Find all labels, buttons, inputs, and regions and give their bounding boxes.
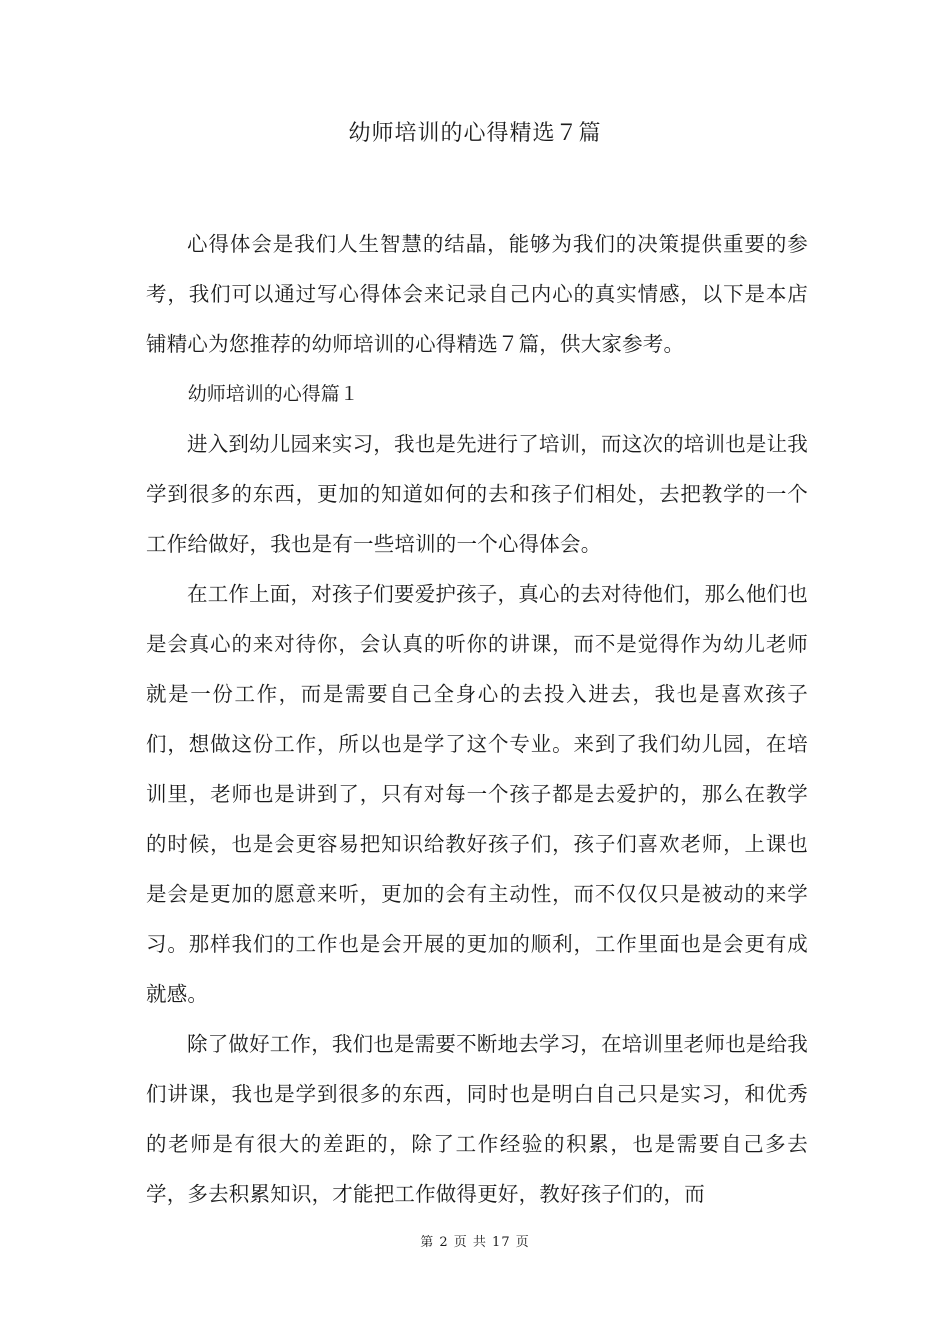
page-number-footer: 第 2 页 共 17 页 [420, 1235, 530, 1250]
document-body [146, 219, 808, 1219]
intro-paragraph: 心得体会是我们人生智慧的结晶，能够为我们的决策提供重要的参考，我们可以通过写心得体会来记录自己内心的真实情感，以下是本店铺精心为您推荐的幼师培训的心得精选７篇，供大家参考。 [146, 232, 808, 356]
body-paragraph: 进入到幼儿园来实习，我也是先进行了培训，而这次的培训也是让我学到很多的东西，更加的知道如何的去和孩子们相处，去把教学的一个工作给做好，我也是有一些培训的一个心得体会。 [146, 432, 808, 556]
body-paragraph: 在工作上面，对孩子们要爱护孩子，真心的去对待他们，那么他们也是会真心的来对待你，会认真的听你的讲课，而不是觉得作为幼儿老师就是一份工作，而是需要自己全身心的去投入进去，我也是喜欢孩子们，想做这份工作，所以也是学了这个专业。来到了我们幼儿园，在培训里，老师也是讲到了，只有对每一个孩子都是去爱护的，那么在教学的时候，也是会更容易把知识给教好孩子们，孩子们喜欢老师，上课也是会是更加的愿意来听，更加的会有主动性，而不仅仅只是被动的来学习。那样我们的工作也是会开展的更加的顺利，工作里面也是会更有成就感。 [146, 582, 808, 1006]
document-title: 幼师培训的心得精选７篇 [348, 121, 602, 146]
section-heading: 幼师培训的心得篇１ [187, 383, 359, 405]
body-paragraph: 除了做好工作，我们也是需要不断地去学习，在培训里老师也是给我们讲课，我也是学到很多的东西，同时也是明白自己只是实习，和优秀的老师是有很大的差距的，除了工作经验的积累，也是需要自己多去学，多去积累知识，才能把工作做得更好，教好孩子们的，而 [146, 1032, 808, 1206]
